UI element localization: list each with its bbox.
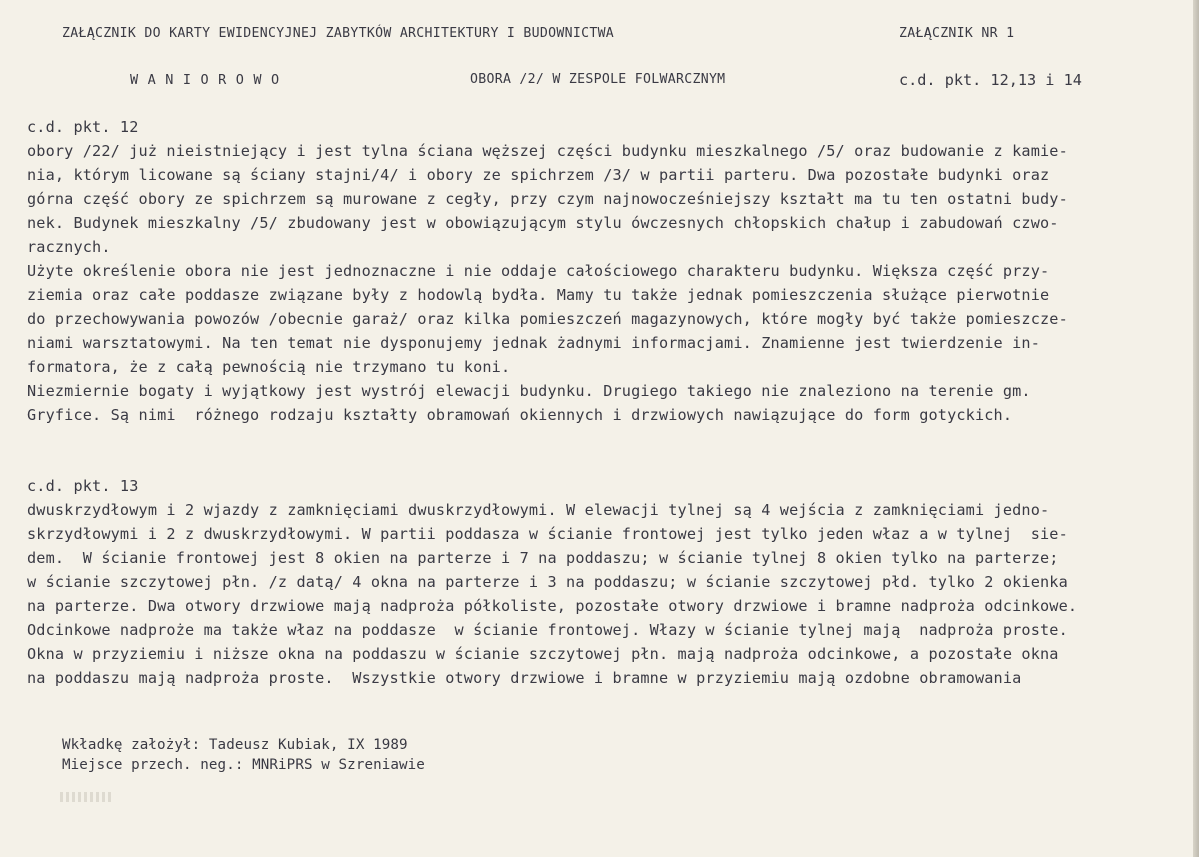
attachment-number: ZAŁĄCZNIK NR 1: [899, 26, 1015, 41]
section-heading: c.d. pkt. 13: [27, 477, 139, 495]
text-line: ziemia oraz całe poddasze związane były z hodowlą bydła. Mamy tu także jednak pomieszczenia służące pierwotnie: [27, 286, 1050, 304]
text-line: niami warsztatowymi. Na ten temat nie dysponujemy jednak żadnymi informacjami. Znamienne jest twierdzenie in-: [27, 334, 1041, 352]
text-line: Odcinkowe nadproże ma także właz na poddasze w ścianie frontowej. Włazy w ścianie tylnej mają nadproża proste.: [27, 621, 1068, 639]
text-line: skrzydłowymi i 2 z dwuskrzydłowymi. W partii poddasza w ścianie frontowej jest tylko jeden właz a w tylnej sie-: [27, 525, 1068, 543]
point-reference: c.d. pkt. 12,13 i 14: [899, 71, 1082, 89]
text-line: Niezmiernie bogaty i wyjątkowy jest wystrój elewacji budynku. Drugiego takiego nie znaleziono na terenie gm.: [27, 382, 1031, 400]
text-line: górna część obory ze spichrzem są murowane z cegły, przy czym najnowocześniejszy kształt ma tu ten ostatni budy-: [27, 190, 1068, 208]
header-title: ZAŁĄCZNIK DO KARTY EWIDENCYJNEJ ZABYTKÓW ARCHITEKTURY I BUDOWNICTWA: [62, 26, 615, 41]
text-line: nek. Budynek mieszkalny /5/ zbudowany jest w obowiązującym stylu ówczesnych chłopskich chałup i zabudowań czwo-: [27, 214, 1059, 232]
text-line: racznych.: [27, 238, 111, 256]
section-pkt-13: [27, 474, 1177, 690]
text-line: formatora, że z całą pewnością nie trzymano tu koni.: [27, 358, 511, 376]
text-line: w ścianie szczytowej płn. /z datą/ 4 okna na parterze i 3 na poddaszu; w ścianie szczytowej płd. tylko 2 okienka: [27, 573, 1068, 591]
section-heading: c.d. pkt. 12: [27, 118, 139, 136]
text-line: na poddaszu mają nadproża proste. Wszystkie otwory drzwiowe i bramne w przyziemiu mają ozdobne obramowania: [27, 669, 1022, 687]
faint-stamp: [60, 792, 112, 802]
insert-author: Wkładkę założył: Tadeusz Kubiak, IX 1989: [62, 737, 408, 753]
negative-storage: Miejsce przech. neg.: MNRiPRS w Szreniawie: [62, 757, 425, 773]
text-line: Użyte określenie obora nie jest jednoznaczne i nie oddaje całościowego charakteru budynku. Większa część przy-: [27, 262, 1050, 280]
footer: [62, 735, 425, 775]
text-line: dwuskrzydłowym i 2 wjazdy z zamknięciami dwuskrzydłowymi. W elewacji tylnej są 4 wejścia z zamknięciami jedno-: [27, 501, 1050, 519]
text-line: Okna w przyziemiu i niższe okna na poddaszu w ścianie szczytowej płn. mają nadproża odcinkowe, a pozostałe okna: [27, 645, 1059, 663]
section-pkt-12: [27, 115, 1177, 427]
location-name: WANIOROWO: [130, 72, 289, 88]
object-title: OBORA /2/ W ZESPOLE FOLWARCZNYM: [470, 72, 726, 87]
text-line: obory /22/ już nieistniejący i jest tylna ściana węższej części budynku mieszkalnego /5/ oraz budowanie z kamie-: [27, 142, 1068, 160]
text-line: na parterze. Dwa otwory drzwiowe mają nadproża półkoliste, pozostałe otwory drzwiowe i bramne nadproża odcinkowe.: [27, 597, 1078, 615]
text-line: nia, którym licowane są ściany stajni/4/ i obory ze spichrzem /3/ w partii parteru. Dwa pozostałe budynki oraz: [27, 166, 1050, 184]
text-line: Gryfice. Są nimi różnego rodzaju kształty obramowań okiennych i drzwiowych nawiązujące do form gotyckich.: [27, 406, 1013, 424]
text-line: dem. W ścianie frontowej jest 8 okien na parterze i 7 na poddaszu; w ścianie tylnej 8 okien tylko na parterze;: [27, 549, 1059, 567]
text-line: do przechowywania powozów /obecnie garaż/ oraz kilka pomieszczeń magazynowych, które mogły być także pomieszcze-: [27, 310, 1068, 328]
